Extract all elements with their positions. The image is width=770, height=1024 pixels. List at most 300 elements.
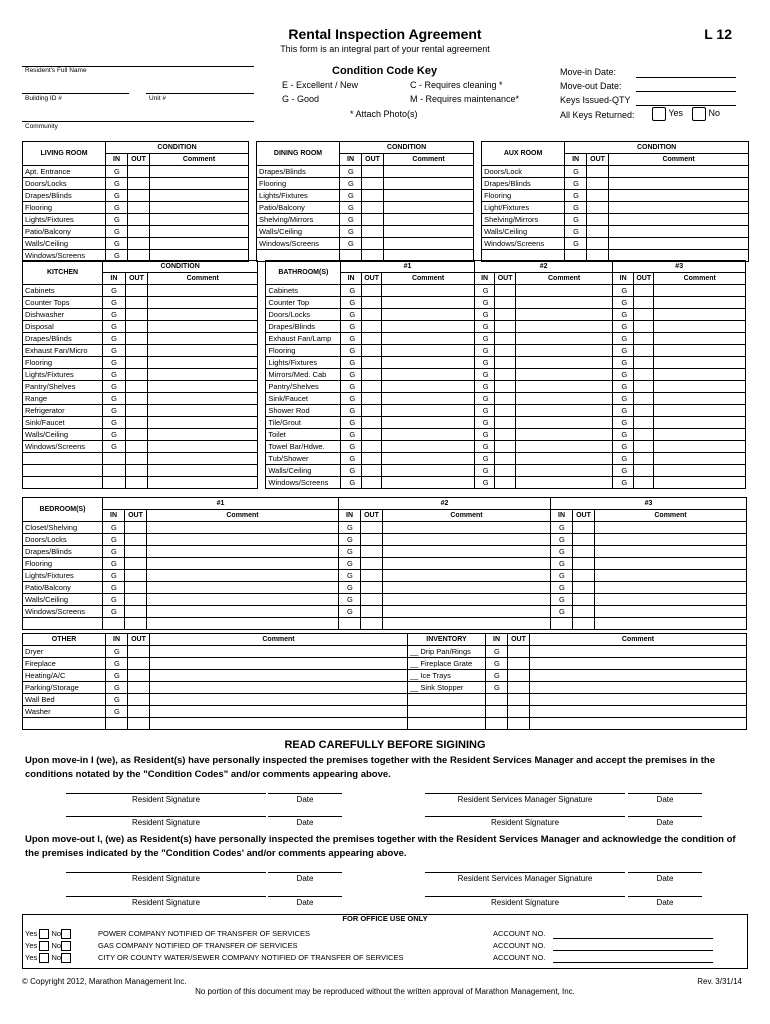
bathroom-out-3[interactable] (633, 393, 654, 405)
bathroom-in-1[interactable]: G (341, 465, 362, 477)
kitchen-in-1[interactable] (103, 465, 126, 477)
bedroom-in-1[interactable] (103, 618, 125, 630)
bathroom-out-2[interactable] (495, 417, 516, 429)
bedroom-comment-1[interactable] (147, 558, 339, 570)
bathroom-comment-3[interactable] (654, 297, 746, 309)
bathroom-comment-3[interactable] (654, 453, 746, 465)
kitchen-in-1[interactable]: G (103, 417, 126, 429)
living_room-in-1[interactable]: G (106, 202, 128, 214)
kitchen-in-1[interactable]: G (103, 429, 126, 441)
bathroom-in-2[interactable]: G (474, 393, 495, 405)
kitchen-comment-1[interactable] (148, 441, 258, 453)
bedroom-comment-3[interactable] (595, 558, 747, 570)
bedroom-out-1[interactable] (125, 606, 147, 618)
bedroom-comment-1[interactable] (147, 606, 339, 618)
bedroom-out-2[interactable] (361, 582, 383, 594)
bathroom-comment-1[interactable] (382, 333, 474, 345)
living_room-out-1[interactable] (128, 190, 150, 202)
other-out-1[interactable] (128, 718, 150, 730)
living_room-out-1[interactable] (128, 166, 150, 178)
movein-date-line-3[interactable] (268, 816, 342, 817)
bathroom-comment-1[interactable] (382, 405, 474, 417)
dining_room-in-1[interactable]: G (340, 166, 362, 178)
living_room-out-1[interactable] (128, 214, 150, 226)
living_room-comment-1[interactable] (150, 178, 249, 190)
bedroom-out-2[interactable] (361, 534, 383, 546)
bathroom-comment-3[interactable] (654, 333, 746, 345)
keys-issued-field[interactable] (636, 105, 736, 106)
bathroom-in-3[interactable]: G (613, 345, 634, 357)
bathroom-out-2[interactable] (495, 465, 516, 477)
bathroom-out-2[interactable] (495, 441, 516, 453)
bathroom-comment-2[interactable] (515, 321, 613, 333)
bathroom-out-2[interactable] (495, 405, 516, 417)
bathroom-out-3[interactable] (633, 333, 654, 345)
bathroom-in-3[interactable]: G (613, 321, 634, 333)
aux_room-comment-1[interactable] (609, 238, 749, 250)
aux_room-comment-1[interactable] (609, 202, 749, 214)
bathroom-out-1[interactable] (361, 309, 382, 321)
bathroom-in-1[interactable]: G (341, 429, 362, 441)
aux_room-in-1[interactable]: G (565, 166, 587, 178)
bathroom-out-1[interactable] (361, 285, 382, 297)
gas-no-checkbox[interactable] (61, 941, 71, 951)
bedroom-comment-1[interactable] (147, 522, 339, 534)
bathroom-in-2[interactable]: G (474, 345, 495, 357)
kitchen-comment-1[interactable] (148, 357, 258, 369)
bedroom-out-1[interactable] (125, 534, 147, 546)
bathroom-comment-2[interactable] (515, 381, 613, 393)
aux_room-comment-1[interactable] (609, 214, 749, 226)
building-id-field[interactable] (22, 86, 129, 93)
bathroom-comment-3[interactable] (654, 429, 746, 441)
bathroom-in-2[interactable]: G (474, 441, 495, 453)
bathroom-in-3[interactable]: G (613, 357, 634, 369)
bathroom-out-1[interactable] (361, 333, 382, 345)
bedroom-in-3[interactable]: G (551, 534, 573, 546)
bathroom-comment-1[interactable] (382, 309, 474, 321)
bedroom-out-1[interactable] (125, 522, 147, 534)
kitchen-comment-1[interactable] (148, 417, 258, 429)
bathroom-comment-1[interactable] (382, 297, 474, 309)
dining_room-in-1[interactable]: G (340, 202, 362, 214)
bathroom-in-3[interactable]: G (613, 417, 634, 429)
living_room-out-1[interactable] (128, 178, 150, 190)
dining_room-out-1[interactable] (362, 238, 384, 250)
other-in-1[interactable] (106, 718, 128, 730)
bathroom-comment-3[interactable] (654, 465, 746, 477)
kitchen-out-1[interactable] (125, 309, 148, 321)
bedroom-comment-3[interactable] (595, 534, 747, 546)
inventory-in-1[interactable]: G (486, 670, 508, 682)
kitchen-out-1[interactable] (125, 369, 148, 381)
inventory-out-1[interactable] (508, 694, 530, 706)
bathroom-comment-3[interactable] (654, 357, 746, 369)
bedroom-comment-1[interactable] (147, 618, 339, 630)
bathroom-in-1[interactable]: G (341, 477, 362, 489)
kitchen-comment-1[interactable] (148, 333, 258, 345)
other-out-1[interactable] (128, 658, 150, 670)
bedroom-comment-2[interactable] (383, 534, 551, 546)
aux_room-comment-1[interactable] (609, 226, 749, 238)
bathroom-out-1[interactable] (361, 393, 382, 405)
bathroom-in-2[interactable]: G (474, 285, 495, 297)
dining_room-out-1[interactable] (362, 214, 384, 226)
moveout-manager-sig-line[interactable] (425, 872, 625, 873)
bathroom-out-3[interactable] (633, 357, 654, 369)
kitchen-out-1[interactable] (125, 285, 148, 297)
bathroom-out-3[interactable] (633, 297, 654, 309)
bathroom-comment-3[interactable] (654, 393, 746, 405)
bathroom-in-1[interactable]: G (341, 357, 362, 369)
other-comment-1[interactable] (150, 658, 408, 670)
bedroom-out-2[interactable] (361, 558, 383, 570)
kitchen-in-1[interactable] (103, 477, 126, 489)
living_room-comment-1[interactable] (150, 190, 249, 202)
bedroom-in-2[interactable]: G (339, 606, 361, 618)
kitchen-in-1[interactable]: G (103, 297, 126, 309)
bedroom-in-2[interactable] (339, 618, 361, 630)
bathroom-comment-3[interactable] (654, 477, 746, 489)
movein-date-line-1[interactable] (268, 793, 342, 794)
bathroom-in-3[interactable]: G (613, 381, 634, 393)
bathroom-in-3[interactable]: G (613, 309, 634, 321)
other-out-1[interactable] (128, 694, 150, 706)
bathroom-in-2[interactable]: G (474, 381, 495, 393)
inventory-in-1[interactable]: G (486, 646, 508, 658)
bedroom-comment-3[interactable] (595, 618, 747, 630)
aux_room-in-1[interactable]: G (565, 238, 587, 250)
power-yes-checkbox[interactable] (39, 929, 49, 939)
kitchen-out-1[interactable] (125, 345, 148, 357)
bathroom-comment-3[interactable] (654, 321, 746, 333)
bathroom-comment-3[interactable] (654, 285, 746, 297)
other-comment-1[interactable] (150, 670, 408, 682)
kitchen-in-1[interactable]: G (103, 393, 126, 405)
bathroom-out-1[interactable] (361, 477, 382, 489)
dining_room-out-1[interactable] (362, 166, 384, 178)
dining_room-out-1[interactable] (362, 178, 384, 190)
bathroom-comment-1[interactable] (382, 345, 474, 357)
bedroom-comment-3[interactable] (595, 522, 747, 534)
kitchen-in-1[interactable]: G (103, 321, 126, 333)
bedroom-in-2[interactable]: G (339, 534, 361, 546)
aux_room-out-1[interactable] (587, 214, 609, 226)
aux_room-in-1[interactable]: G (565, 226, 587, 238)
kitchen-out-1[interactable] (125, 429, 148, 441)
bedroom-comment-2[interactable] (383, 606, 551, 618)
gas-yes-checkbox[interactable] (39, 941, 49, 951)
living_room-out-1[interactable] (128, 202, 150, 214)
kitchen-in-1[interactable]: G (103, 285, 126, 297)
bathroom-in-1[interactable]: G (341, 309, 362, 321)
bathroom-in-2[interactable]: G (474, 417, 495, 429)
bathroom-comment-2[interactable] (515, 417, 613, 429)
bathroom-comment-2[interactable] (515, 405, 613, 417)
bathroom-comment-1[interactable] (382, 357, 474, 369)
bathroom-comment-1[interactable] (382, 417, 474, 429)
inventory-comment-1[interactable] (530, 646, 747, 658)
bathroom-out-2[interactable] (495, 429, 516, 441)
living_room-in-1[interactable]: G (106, 226, 128, 238)
dining_room-comment-1[interactable] (384, 190, 474, 202)
keys-yes-checkbox[interactable] (652, 107, 666, 121)
kitchen-in-1[interactable] (103, 453, 126, 465)
kitchen-comment-1[interactable] (148, 309, 258, 321)
power-no-checkbox[interactable] (61, 929, 71, 939)
bathroom-in-2[interactable]: G (474, 477, 495, 489)
bedroom-in-2[interactable]: G (339, 594, 361, 606)
bathroom-in-1[interactable]: G (341, 441, 362, 453)
bedroom-comment-1[interactable] (147, 546, 339, 558)
kitchen-in-1[interactable]: G (103, 441, 126, 453)
bedroom-in-3[interactable]: G (551, 522, 573, 534)
bathroom-comment-2[interactable] (515, 285, 613, 297)
bedroom-in-2[interactable]: G (339, 546, 361, 558)
moveout-date-line-2[interactable] (628, 872, 702, 873)
dining_room-comment-1[interactable] (384, 202, 474, 214)
bathroom-out-2[interactable] (495, 309, 516, 321)
inventory-comment-1[interactable] (530, 670, 747, 682)
other-out-1[interactable] (128, 706, 150, 718)
bathroom-out-1[interactable] (361, 297, 382, 309)
kitchen-comment-1[interactable] (148, 345, 258, 357)
bathroom-in-1[interactable]: G (341, 369, 362, 381)
bathroom-in-1[interactable]: G (341, 381, 362, 393)
kitchen-in-1[interactable]: G (103, 369, 126, 381)
other-comment-1[interactable] (150, 718, 408, 730)
bathroom-out-3[interactable] (633, 321, 654, 333)
inventory-in-1[interactable] (486, 718, 508, 730)
bathroom-in-2[interactable]: G (474, 309, 495, 321)
bathroom-out-1[interactable] (361, 357, 382, 369)
dining_room-in-1[interactable]: G (340, 190, 362, 202)
bathroom-out-3[interactable] (633, 429, 654, 441)
aux_room-in-1[interactable]: G (565, 214, 587, 226)
bathroom-out-2[interactable] (495, 357, 516, 369)
kitchen-comment-1[interactable] (148, 405, 258, 417)
other-in-1[interactable]: G (106, 682, 128, 694)
inventory-out-1[interactable] (508, 706, 530, 718)
bedroom-out-3[interactable] (573, 594, 595, 606)
bathroom-out-1[interactable] (361, 465, 382, 477)
water-yes-checkbox[interactable] (39, 953, 49, 963)
inventory-in-1[interactable]: G (486, 682, 508, 694)
bathroom-comment-1[interactable] (382, 285, 474, 297)
bathroom-out-1[interactable] (361, 405, 382, 417)
bathroom-out-1[interactable] (361, 345, 382, 357)
inventory-comment-1[interactable] (530, 706, 747, 718)
bathroom-out-1[interactable] (361, 429, 382, 441)
bathroom-out-2[interactable] (495, 333, 516, 345)
bathroom-in-1[interactable]: G (341, 297, 362, 309)
bedroom-comment-3[interactable] (595, 546, 747, 558)
bathroom-comment-1[interactable] (382, 321, 474, 333)
moveout-resident-sig-line-2[interactable] (66, 896, 266, 897)
bathroom-in-3[interactable]: G (613, 369, 634, 381)
living_room-comment-1[interactable] (150, 202, 249, 214)
bathroom-comment-3[interactable] (654, 381, 746, 393)
bathroom-in-3[interactable]: G (613, 393, 634, 405)
bathroom-in-1[interactable]: G (341, 405, 362, 417)
dining_room-comment-1[interactable] (384, 178, 474, 190)
bathroom-out-2[interactable] (495, 393, 516, 405)
aux_room-out-1[interactable] (587, 166, 609, 178)
inventory-comment-1[interactable] (530, 658, 747, 670)
other-in-1[interactable]: G (106, 670, 128, 682)
bathroom-comment-2[interactable] (515, 477, 613, 489)
move-out-field[interactable] (636, 91, 736, 92)
bedroom-in-3[interactable]: G (551, 558, 573, 570)
bathroom-in-1[interactable]: G (341, 345, 362, 357)
bedroom-out-2[interactable] (361, 522, 383, 534)
dining_room-out-1[interactable] (362, 190, 384, 202)
living_room-in-1[interactable]: G (106, 214, 128, 226)
bedroom-in-1[interactable]: G (103, 546, 125, 558)
bathroom-out-3[interactable] (633, 309, 654, 321)
bathroom-in-3[interactable]: G (613, 465, 634, 477)
bedroom-comment-2[interactable] (383, 594, 551, 606)
bedroom-out-1[interactable] (125, 594, 147, 606)
bathroom-comment-2[interactable] (515, 309, 613, 321)
bathroom-in-2[interactable]: G (474, 405, 495, 417)
bathroom-comment-3[interactable] (654, 441, 746, 453)
bathroom-in-2[interactable]: G (474, 357, 495, 369)
bedroom-comment-1[interactable] (147, 594, 339, 606)
bedroom-out-1[interactable] (125, 570, 147, 582)
bedroom-in-1[interactable]: G (103, 522, 125, 534)
bathroom-out-2[interactable] (495, 477, 516, 489)
bedroom-out-3[interactable] (573, 582, 595, 594)
bathroom-comment-1[interactable] (382, 369, 474, 381)
full-name-field[interactable] (22, 60, 254, 67)
bedroom-in-1[interactable]: G (103, 582, 125, 594)
bedroom-in-2[interactable]: G (339, 570, 361, 582)
bathroom-out-3[interactable] (633, 369, 654, 381)
inventory-comment-1[interactable] (530, 682, 747, 694)
bedroom-out-3[interactable] (573, 558, 595, 570)
aux_room-out-1[interactable] (587, 202, 609, 214)
bedroom-out-3[interactable] (573, 618, 595, 630)
inventory-in-1[interactable] (486, 694, 508, 706)
aux_room-out-1[interactable] (587, 238, 609, 250)
bedroom-in-1[interactable]: G (103, 534, 125, 546)
bathroom-out-3[interactable] (633, 345, 654, 357)
gas-account-field[interactable] (553, 950, 713, 951)
dining_room-out-1[interactable] (362, 226, 384, 238)
bathroom-out-3[interactable] (633, 285, 654, 297)
bedroom-in-3[interactable]: G (551, 546, 573, 558)
living_room-in-1[interactable]: G (106, 166, 128, 178)
movein-date-line-2[interactable] (628, 793, 702, 794)
bedroom-in-2[interactable]: G (339, 558, 361, 570)
kitchen-out-1[interactable] (125, 321, 148, 333)
bathroom-out-3[interactable] (633, 417, 654, 429)
living_room-out-1[interactable] (128, 238, 150, 250)
kitchen-out-1[interactable] (125, 465, 148, 477)
power-account-field[interactable] (553, 938, 713, 939)
other-in-1[interactable]: G (106, 646, 128, 658)
bathroom-in-3[interactable]: G (613, 429, 634, 441)
kitchen-in-1[interactable]: G (103, 345, 126, 357)
dining_room-in-1[interactable]: G (340, 214, 362, 226)
bathroom-in-2[interactable]: G (474, 429, 495, 441)
bedroom-comment-1[interactable] (147, 534, 339, 546)
inventory-out-1[interactable] (508, 646, 530, 658)
bedroom-in-1[interactable]: G (103, 594, 125, 606)
bedroom-comment-3[interactable] (595, 570, 747, 582)
bedroom-out-2[interactable] (361, 570, 383, 582)
bedroom-out-1[interactable] (125, 618, 147, 630)
bedroom-comment-2[interactable] (383, 618, 551, 630)
kitchen-out-1[interactable] (125, 453, 148, 465)
bathroom-in-3[interactable]: G (613, 285, 634, 297)
moveout-resident-sig-line-1[interactable] (66, 872, 266, 873)
bathroom-comment-2[interactable] (515, 357, 613, 369)
inventory-comment-1[interactable] (530, 694, 747, 706)
bedroom-out-1[interactable] (125, 558, 147, 570)
bathroom-in-1[interactable]: G (341, 285, 362, 297)
bedroom-in-1[interactable]: G (103, 606, 125, 618)
bathroom-out-3[interactable] (633, 381, 654, 393)
bedroom-comment-2[interactable] (383, 570, 551, 582)
bathroom-in-3[interactable]: G (613, 477, 634, 489)
living_room-comment-1[interactable] (150, 214, 249, 226)
bedroom-comment-2[interactable] (383, 546, 551, 558)
bathroom-in-3[interactable]: G (613, 405, 634, 417)
bathroom-comment-2[interactable] (515, 369, 613, 381)
kitchen-in-1[interactable]: G (103, 405, 126, 417)
kitchen-comment-1[interactable] (148, 297, 258, 309)
bathroom-out-2[interactable] (495, 321, 516, 333)
kitchen-out-1[interactable] (125, 405, 148, 417)
bathroom-out-2[interactable] (495, 381, 516, 393)
kitchen-comment-1[interactable] (148, 369, 258, 381)
bedroom-out-2[interactable] (361, 594, 383, 606)
movein-resident-sig-line-2[interactable] (66, 816, 266, 817)
bedroom-in-3[interactable]: G (551, 594, 573, 606)
aux_room-comment-1[interactable] (609, 190, 749, 202)
aux_room-comment-1[interactable] (609, 166, 749, 178)
bathroom-comment-2[interactable] (515, 333, 613, 345)
unit-field[interactable] (146, 86, 254, 93)
aux_room-out-1[interactable] (587, 178, 609, 190)
kitchen-out-1[interactable] (125, 417, 148, 429)
bathroom-out-1[interactable] (361, 417, 382, 429)
bathroom-comment-2[interactable] (515, 465, 613, 477)
inventory-in-1[interactable]: G (486, 658, 508, 670)
bathroom-comment-1[interactable] (382, 429, 474, 441)
dining_room-comment-1[interactable] (384, 166, 474, 178)
other-comment-1[interactable] (150, 694, 408, 706)
keys-no-checkbox[interactable] (692, 107, 706, 121)
other-out-1[interactable] (128, 646, 150, 658)
other-in-1[interactable]: G (106, 706, 128, 718)
bathroom-in-1[interactable]: G (341, 453, 362, 465)
kitchen-comment-1[interactable] (148, 285, 258, 297)
aux_room-in-1[interactable]: G (565, 202, 587, 214)
bathroom-in-3[interactable]: G (613, 441, 634, 453)
moveout-date-line-3[interactable] (268, 896, 342, 897)
bedroom-out-2[interactable] (361, 618, 383, 630)
bathroom-in-1[interactable]: G (341, 417, 362, 429)
bathroom-comment-2[interactable] (515, 297, 613, 309)
living_room-comment-1[interactable] (150, 166, 249, 178)
bedroom-out-2[interactable] (361, 546, 383, 558)
aux_room-in-1[interactable]: G (565, 190, 587, 202)
bathroom-comment-3[interactable] (654, 309, 746, 321)
bathroom-in-3[interactable]: G (613, 333, 634, 345)
